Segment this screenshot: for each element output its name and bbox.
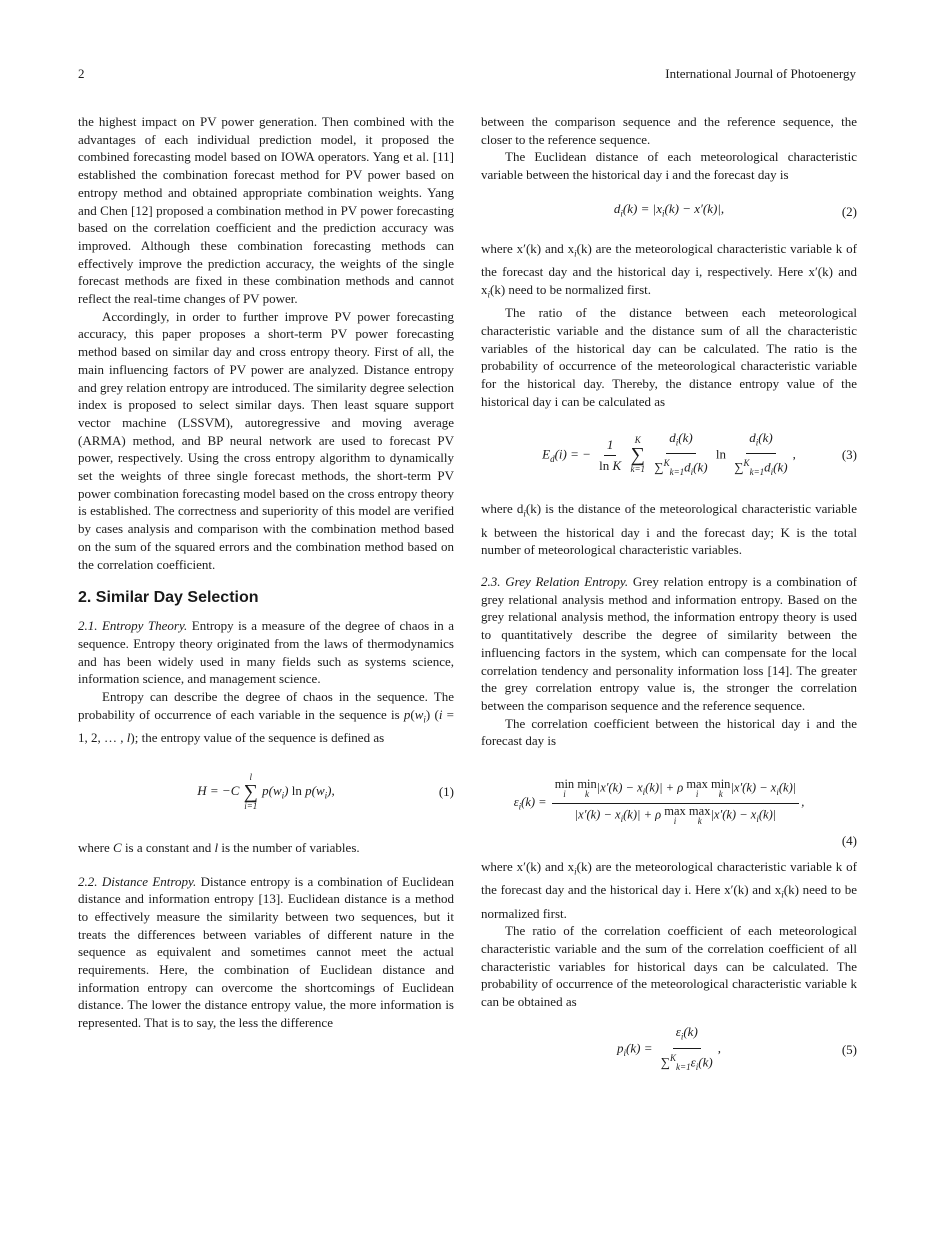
equation-5 (481, 1021, 857, 1079)
equation-number: (2) (841, 203, 857, 219)
equation-2 (481, 190, 857, 234)
paragraph: The ratio of the distance between each meteorological characteristic variable and the distance sum of all the characteristic variables of the historical day can be calculated. The ratio is the probability of occurrence of the meteorological characteristic variable for the historical day. Thereby, the distance entropy value of the historical day i can be calculated as (481, 305, 857, 409)
equation-body: $p_i(k)$ = $\frac{\varepsilon_i(k)}{\sum^K_{k=1}\varepsilon_i(k)}$ , (617, 1024, 721, 1072)
paragraph: where x′(k) and $x_i(k)$ are the meteorological characteristic variable k of the forecast day and the historical day i, respectively. Here x′(k) and $x_i(k)$ need to be normalized first. (481, 240, 857, 300)
paragraph: where C is a constant and l is the number of variables. (78, 839, 360, 855)
equation-body: $d_i(k) = |x_i(k) - x'(k)|$, (613, 201, 725, 219)
left-column (78, 113, 454, 1032)
equation-body: $E_d(i)$ = − $\frac{1}{\text{ln K}}$ K ∑ k=1 $\frac{d_i(k)}{\sum^K_{k=1}d_i(k)}$ ln $\frac{d_i(k)}{\sum^K_{k=1}d_i(k)}$ , (542, 429, 796, 478)
subsection-paragraph: 2.3. Grey Relation Entropy. Grey relation entropy is a combination of grey relational analysis method and information entropy. Based on the grey relational analysis method, the information entropy theory is used to quantitatively describe the degree of similarity between the influencing factors in the system, which can compensate for the local correlation tendency and personality information loss [14]. The greater the grey correlation entropy value is, the stronger the correlation between the comparison sequence and the reference sequence. (481, 574, 857, 713)
equation-3 (481, 424, 857, 486)
section-heading: 2. Similar Day Selection (78, 589, 259, 607)
page-number: 2 (78, 66, 85, 81)
right-column (481, 113, 857, 1079)
journal-title: International Journal of Photoenergy (665, 66, 856, 81)
subsection-heading: 2.1. Entropy Theory. (78, 618, 188, 634)
equation-number: (3) (841, 447, 857, 463)
page-header (78, 66, 856, 86)
paragraph: between the comparison sequence and the reference sequence, the closer to the reference sequence. (481, 114, 857, 147)
paragraph: The ratio of the correlation coefficient of each meteorological characteristic variable and the sum of the correlation coefficient of all characteristic variables for historical days can be calculated. The probability of occurrence of the meteorological characteristic variable k can be obtained as (481, 923, 857, 1010)
equation-body: $\varepsilon_i(k)$ = min i min k $|x'(k) - x_i(k)| + \rho$ max i min k $|x'(k) - x_i(k)|$ $|x'(k) - x_i(k)| + \rho$ max i max k $|x'(k) - x_i(k)|$ , (513, 776, 805, 827)
paragraph: where $d_i(k)$ is the distance of the meteorological characteristic variable k between the historical day i and the forecast day; K is the total number of meteorological characteristic variables. (481, 501, 857, 558)
paragraph: Entropy can describe the degree of chaos in the sequence. The probability of occurrence of each variable in the sequence is $p(w_i) (i = 1$, 2, … , l); the entropy value of the sequence is defined as (78, 689, 454, 746)
equation-4 (481, 760, 857, 849)
subsection-paragraph: 2.1. Entropy Theory. Entropy is a measure of the degree of chaos in a sequence. Entropy theory originated from the laws of thermodynamics and has been widely used in many fields such as systems science, information science, and management science. (78, 618, 455, 687)
paragraph: the highest impact on PV power generation. Then combined with the advantages of each individual prediction model, it proposed the combined forecasting model based on IOWA operators. Yang et al. [11] established the combination forecast method for PV power based on entropy method and obtained appropriate combination weights. Yang and Chen [12] proposed a combination method in PV power forecasting based on the correlation coefficient and the prediction accuracy was improved. Although these combination forecasting methods can effectively improve the prediction accuracy, the weights of the single forecast methods are fixed in these combination methods and cannot reflect the real-time changes of PV power. (78, 114, 454, 307)
subsection-paragraph: 2.2. Distance Entropy. Distance entropy is a combination of Euclidean distance and information entropy [13]. Euclidean distance is a method to effectively measure the similarity between two sequences, but it treats the differences between variables of different nature in the sequence as equivalent and sometimes cannot meet the actual requirements. Here, the combination of Euclidean distance and information entropy can overcome the shortcomings of Euclidean distance. The lower the distance entropy value, the more information is represented. That is to say, the less the difference (78, 873, 454, 1031)
paragraph: Accordingly, in order to further improve PV power forecasting accuracy, this paper proposes a short-term PV power forecasting method based on similar day and cross entropy theory. First of all, the main influencing factors of PV power are analyzed. Distance entropy and grey relation entropy are introduced. The similarity degree selection index is proposed to select similar days. Then least square support vector machine (LSSVM), autoregressive and moving average (ARMA) method, and BP neural network are used to forecast PV power, respectively. Using the cross entropy algorithm to dynamically set the weights of three single forecast methods, the short-term PV power combination forecasting model based on the cross entropy theory is established. The correctness and superiority of this model are verified by cases analysis and comparison with the combination method based on the sum of the squared errors and the combination method based on the correlation coefficient. (78, 308, 454, 572)
subsection-heading: 2.2. Distance Entropy. (78, 873, 197, 889)
equation-number: (4) (841, 833, 857, 849)
equation-body: H = −C l ∑ i=1 $p(w_i)$ $\ln p(w_i)$, (197, 771, 335, 811)
subsection-heading: 2.3. Grey Relation Entropy. (481, 574, 629, 590)
paragraph: The Euclidean distance of each meteorological characteristic variable between the historical day i and the forecast day is (481, 149, 857, 183)
paragraph: where x′(k) and $x_i(k)$ are the meteorological characteristic variable k of the forecast day and the historical day i. Here x′(k) and $x_i(k)$ need to be normalized first. (481, 859, 857, 921)
equation-number: (5) (841, 1042, 857, 1058)
paragraph: The correlation coefficient between the historical day i and the forecast day is (481, 715, 857, 749)
equation-number: (1) (438, 783, 454, 799)
equation-1 (78, 763, 454, 821)
